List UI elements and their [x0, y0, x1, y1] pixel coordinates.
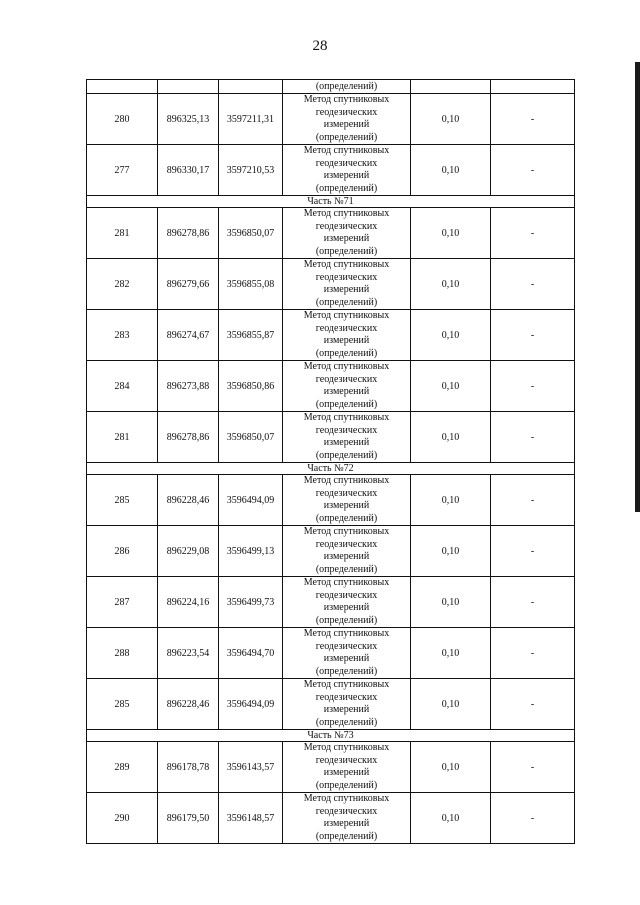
method-line: геодезических: [315, 805, 378, 817]
method-cell: [283, 361, 411, 412]
table-row: [87, 94, 575, 145]
section-header-row: [87, 463, 575, 475]
table-row: [87, 310, 575, 361]
point-number-cell: 285: [87, 679, 158, 730]
y-coordinate-cell: 3596499,13: [219, 526, 283, 577]
x-coordinate-cell: 896178,78: [158, 742, 219, 793]
method-line: геодезических: [315, 538, 378, 550]
y-coordinate-cell: 3596143,57: [219, 742, 283, 793]
x-coordinate-cell: 896223,54: [158, 628, 219, 679]
table-row: [87, 628, 575, 679]
table-row: [87, 742, 575, 793]
continuation-row: [87, 80, 575, 94]
method-line: Метод спутниковых: [303, 742, 390, 753]
x-coordinate-cell: 896279,66: [158, 259, 219, 310]
method-line: геодезических: [315, 373, 378, 385]
method-line: измерений: [323, 602, 370, 613]
x-coordinate-cell: 896224,16: [158, 577, 219, 628]
x-coordinate-cell: 896273,88: [158, 361, 219, 412]
point-number-cell: 288: [87, 628, 158, 679]
section-title: Часть №72: [87, 463, 575, 475]
method-line: измерений: [323, 767, 370, 778]
x-coordinate-cell: 896228,46: [158, 475, 219, 526]
point-number-cell: 280: [87, 94, 158, 145]
x-coordinate-cell: 896330,17: [158, 145, 219, 196]
section-header-row: [87, 196, 575, 208]
accuracy-cell: 0,10: [411, 628, 491, 679]
accuracy-cell: 0,10: [411, 577, 491, 628]
method-line: геодезических: [315, 691, 378, 703]
point-number-cell: 281: [87, 208, 158, 259]
point-number-cell: 285: [87, 475, 158, 526]
method-line: измерений: [323, 170, 370, 181]
note-cell: -: [491, 361, 575, 412]
x-coordinate-cell: 896179,50: [158, 793, 219, 844]
table-row: [87, 208, 575, 259]
table-row: [87, 412, 575, 463]
method-line: геодезических: [315, 589, 378, 601]
method-line: (определений): [315, 398, 378, 410]
x-coordinate-cell: 896229,08: [158, 526, 219, 577]
method-line: измерений: [323, 653, 370, 664]
accuracy-cell: 0,10: [411, 208, 491, 259]
table-row: [87, 145, 575, 196]
method-line: геодезических: [315, 487, 378, 499]
y-coordinate-cell: 3596148,57: [219, 793, 283, 844]
method-line: геодезических: [315, 220, 378, 232]
method-continuation: (определений): [283, 80, 411, 94]
y-coordinate-cell: 3596494,70: [219, 628, 283, 679]
table-row: [87, 526, 575, 577]
method-line: геодезических: [315, 424, 378, 436]
empty-cell: [87, 80, 158, 94]
x-coordinate-cell: 896228,46: [158, 679, 219, 730]
note-cell: -: [491, 259, 575, 310]
y-coordinate-cell: 3597210,53: [219, 145, 283, 196]
method-line: (определений): [315, 716, 378, 728]
note-cell: -: [491, 145, 575, 196]
note-cell: -: [491, 310, 575, 361]
method-line: геодезических: [315, 322, 378, 334]
note-cell: -: [491, 475, 575, 526]
accuracy-cell: 0,10: [411, 259, 491, 310]
accuracy-cell: 0,10: [411, 145, 491, 196]
x-coordinate-cell: 896274,67: [158, 310, 219, 361]
empty-cell: [411, 80, 491, 94]
method-line: (определений): [315, 131, 378, 143]
accuracy-cell: 0,10: [411, 94, 491, 145]
scan-edge-shadow: [635, 62, 640, 512]
page-number: 28: [312, 38, 328, 54]
x-coordinate-cell: 896278,86: [158, 412, 219, 463]
y-coordinate-cell: 3597211,31: [219, 94, 283, 145]
method-line: Метод спутниковых: [303, 94, 390, 105]
accuracy-cell: 0,10: [411, 679, 491, 730]
x-coordinate-cell: 896325,13: [158, 94, 219, 145]
method-line: (определений): [315, 563, 378, 575]
section-header-row: [87, 730, 575, 742]
note-cell: -: [491, 208, 575, 259]
method-line: геодезических: [315, 106, 378, 118]
method-cell: [283, 475, 411, 526]
point-number-cell: 287: [87, 577, 158, 628]
point-number-cell: 290: [87, 793, 158, 844]
note-cell: -: [491, 793, 575, 844]
method-line: измерений: [323, 704, 370, 715]
method-line: измерений: [323, 551, 370, 562]
note-cell: -: [491, 628, 575, 679]
method-line: (определений): [315, 347, 378, 359]
method-line: Метод спутниковых: [303, 526, 390, 537]
point-number-cell: 282: [87, 259, 158, 310]
note-cell: -: [491, 742, 575, 793]
method-cell: [283, 94, 411, 145]
x-coordinate-cell: 896278,86: [158, 208, 219, 259]
method-line: измерений: [323, 437, 370, 448]
method-cell: [283, 742, 411, 793]
method-line: (определений): [315, 512, 378, 524]
method-cell: [283, 793, 411, 844]
y-coordinate-cell: 3596499,73: [219, 577, 283, 628]
point-number-cell: 281: [87, 412, 158, 463]
accuracy-cell: 0,10: [411, 742, 491, 793]
method-line: измерений: [323, 119, 370, 130]
y-coordinate-cell: 3596850,07: [219, 208, 283, 259]
method-cell: [283, 208, 411, 259]
accuracy-cell: 0,10: [411, 361, 491, 412]
table-row: [87, 577, 575, 628]
method-line: Метод спутниковых: [303, 361, 390, 372]
table-row: [87, 679, 575, 730]
method-line: Метод спутниковых: [303, 145, 390, 156]
method-line: Метод спутниковых: [303, 310, 390, 321]
method-cell: [283, 259, 411, 310]
note-cell: -: [491, 526, 575, 577]
coordinates-table: [86, 79, 575, 844]
point-number-cell: 286: [87, 526, 158, 577]
method-line: измерений: [323, 818, 370, 829]
method-cell: [283, 145, 411, 196]
empty-cell: [158, 80, 219, 94]
method-line: Метод спутниковых: [303, 793, 390, 804]
method-line: геодезических: [315, 754, 378, 766]
method-cell: [283, 628, 411, 679]
accuracy-cell: 0,10: [411, 475, 491, 526]
note-cell: -: [491, 679, 575, 730]
method-line: Метод спутниковых: [303, 577, 390, 588]
method-line: (определений): [315, 614, 378, 626]
empty-cell: [491, 80, 575, 94]
method-line: измерений: [323, 284, 370, 295]
empty-cell: [219, 80, 283, 94]
method-line: измерений: [323, 500, 370, 511]
section-title: Часть №71: [87, 196, 575, 208]
point-number-cell: 284: [87, 361, 158, 412]
note-cell: -: [491, 577, 575, 628]
note-cell: -: [491, 94, 575, 145]
accuracy-cell: 0,10: [411, 526, 491, 577]
method-cell: [283, 679, 411, 730]
method-line: (определений): [315, 296, 378, 308]
method-line: (определений): [315, 830, 378, 842]
accuracy-cell: 0,10: [411, 793, 491, 844]
method-line: (определений): [315, 182, 378, 194]
table-row: [87, 259, 575, 310]
point-number-cell: 277: [87, 145, 158, 196]
method-line: измерений: [323, 233, 370, 244]
point-number-cell: 283: [87, 310, 158, 361]
table-row: [87, 475, 575, 526]
method-cell: [283, 526, 411, 577]
method-line: Метод спутниковых: [303, 208, 390, 219]
method-line: геодезических: [315, 640, 378, 652]
method-cell: [283, 412, 411, 463]
accuracy-cell: 0,10: [411, 310, 491, 361]
accuracy-cell: 0,10: [411, 412, 491, 463]
y-coordinate-cell: 3596494,09: [219, 475, 283, 526]
y-coordinate-cell: 3596494,09: [219, 679, 283, 730]
method-line: измерений: [323, 386, 370, 397]
method-line: Метод спутниковых: [303, 259, 390, 270]
method-line: Метод спутниковых: [303, 475, 390, 486]
y-coordinate-cell: 3596850,07: [219, 412, 283, 463]
table-row: [87, 361, 575, 412]
method-line: Метод спутниковых: [303, 412, 390, 423]
method-cell: [283, 310, 411, 361]
method-line: (определений): [315, 665, 378, 677]
method-cell: [283, 577, 411, 628]
y-coordinate-cell: 3596855,08: [219, 259, 283, 310]
table-row: [87, 793, 575, 844]
y-coordinate-cell: 3596850,86: [219, 361, 283, 412]
method-line: Метод спутниковых: [303, 679, 390, 690]
method-line: (определений): [315, 449, 378, 461]
section-title: Часть №73: [87, 730, 575, 742]
method-line: геодезических: [315, 271, 378, 283]
method-line: (определений): [315, 779, 378, 791]
note-cell: -: [491, 412, 575, 463]
point-number-cell: 289: [87, 742, 158, 793]
method-line: (определений): [315, 245, 378, 257]
method-line: геодезических: [315, 157, 378, 169]
method-line: измерений: [323, 335, 370, 346]
y-coordinate-cell: 3596855,87: [219, 310, 283, 361]
method-line: Метод спутниковых: [303, 628, 390, 639]
